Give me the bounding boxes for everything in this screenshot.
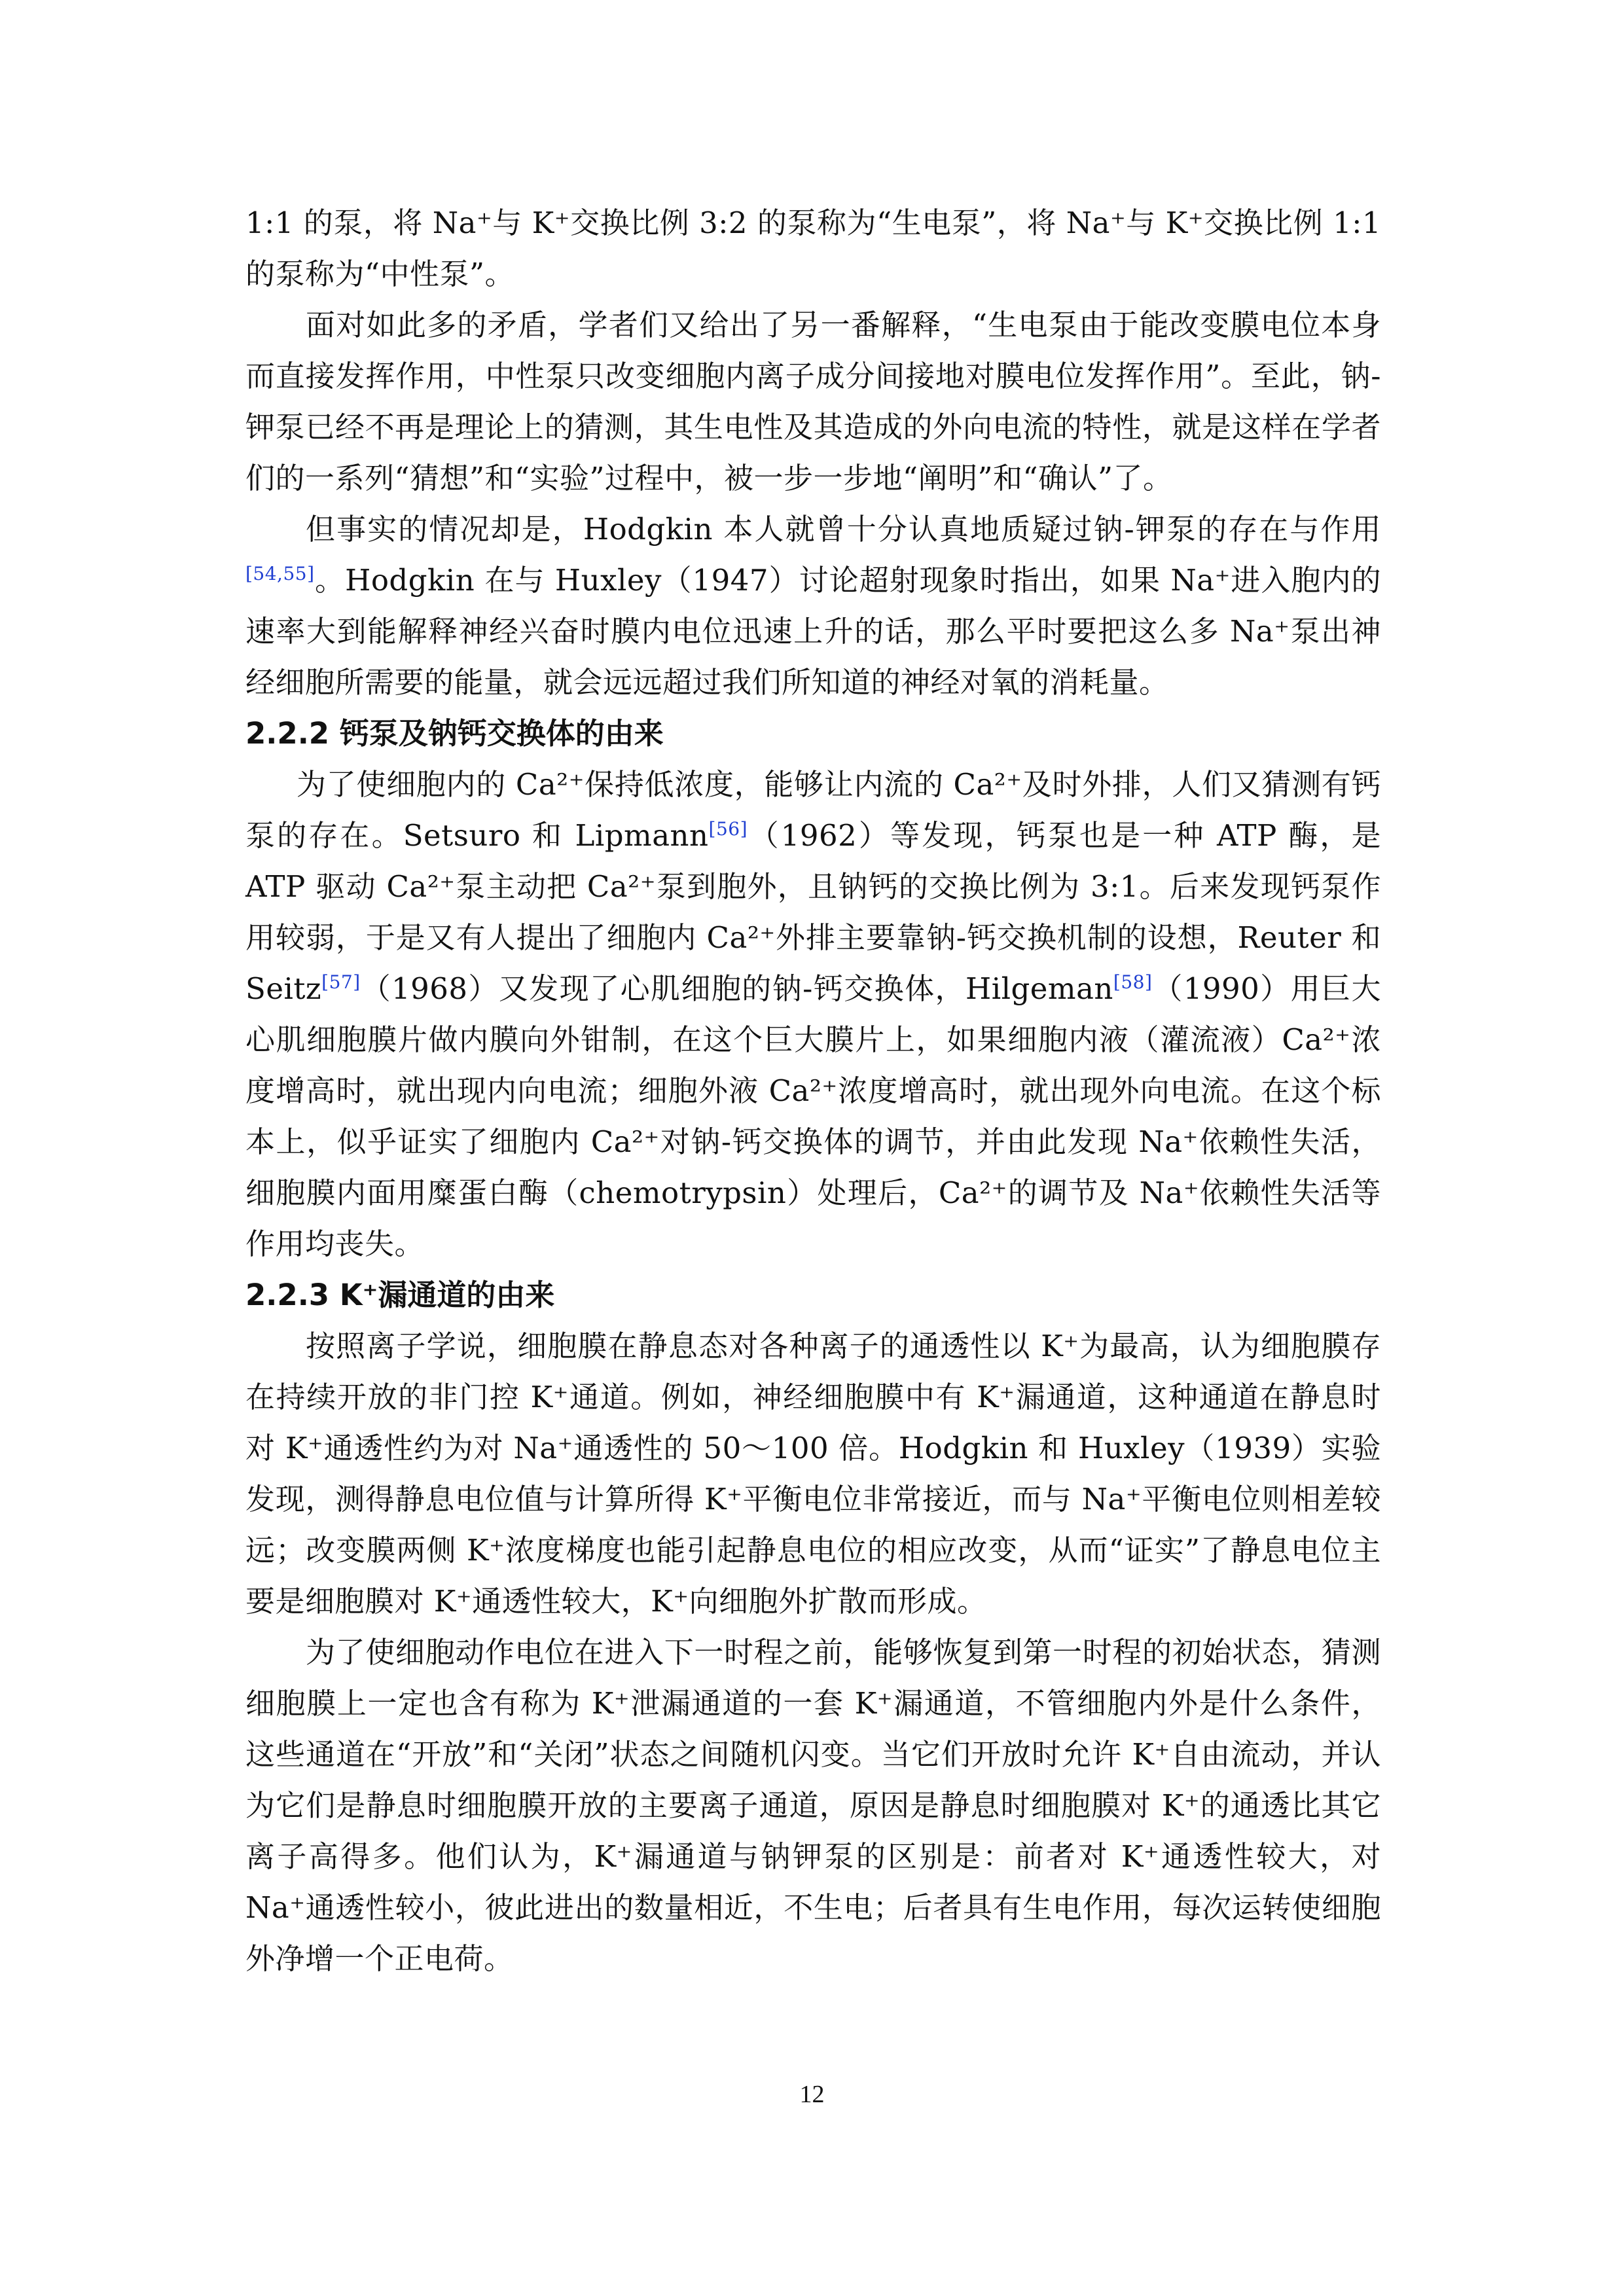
text-run: （1990）用巨大心肌细胞膜片做内膜向外钳制，在这个巨大膜片上，如果细胞内液（灌流液）Ca²⁺浓度增高时，就出现内向电流；细胞外液 Ca²⁺浓度增高时，就出现外向电流。在这个标本上，似乎证实了细胞内 Ca²⁺对钠-钙交换体的调节，并由此发现 Na⁺依赖性失活，细胞膜内面用糜蛋白酶（chemotrypsin）处理后，Ca²⁺的调节及 Na⁺依赖性失活等作用均丧失。 bbox=[245, 971, 1381, 1261]
page-content bbox=[245, 198, 1381, 1984]
text-run: （1962）等发现，钙泵也是一种 ATP 酶，是 ATP 驱动 Ca²⁺泵主动把 Ca²⁺泵到胞外，且钠钙的交换比例为 3:1。后来发现钙泵作用较弱，于是又有人提出了细胞内 Ca²⁺外排主要靠钠-钙交换机制的设想，Reuter 和 Seitz bbox=[245, 818, 1382, 1006]
paragraph-pump-ratio: 1:1 的泵，将 Na⁺与 K⁺交换比例 3:2 的泵称为“生电泵”，将 Na⁺与 K⁺交换比例 1:1 的泵称为“中性泵”。 bbox=[245, 206, 1381, 291]
text-run: 。Hodgkin 在与 Huxley（1947）讨论超射现象时指出，如果 Na⁺进入胞内的速率大到能解释神经兴奋时膜内电位迅速上升的话，那么平时要把这么多 Na⁺泵出神经细胞所需要的能量，就会远远超过我们所知道的神经对氧的消耗量。 bbox=[245, 563, 1381, 700]
section-heading-2-2-2: 2.2.2 钙泵及钠钙交换体的由来 bbox=[245, 716, 664, 751]
paragraph-leak-vs-pump: 为了使细胞动作电位在进入下一时程之前，能够恢复到第一时程的初始状态，猜测细胞膜上一定也含有称为 K⁺泄漏通道的一套 K⁺漏通道，不管细胞内外是什么条件，这些通道在“开放”和“关闭”状态之间随机闪变。当它们开放时允许 K⁺自由流动，并认为它们是静息时细胞膜开放的主要离子通道，原因是静息时细胞膜对 K⁺的通透比其它离子高得多。他们认为，K⁺漏通道与钠钾泵的区别是：前者对 K⁺通透性较大，对 Na⁺通透性较小，彼此进出的数量相近，不生电；后者具有生电作用，每次运转使细胞外净增一个正电荷。 bbox=[245, 1635, 1381, 1976]
paragraph-leak-channel: 按照离子学说，细胞膜在静息态对各种离子的通透性以 K⁺为最高，认为细胞膜存在持续开放的非门控 K⁺通道。例如，神经细胞膜中有 K⁺漏通道，这种通道在静息时对 K⁺通透性约为对 Na⁺通透性的 50～100 倍。Hodgkin 和 Huxley（1939）实验发现，测得静息电位值与计算所得 K⁺平衡电位非常接近，而与 Na⁺平衡电位则相差较远；改变膜两侧 K⁺浓度梯度也能引起静息电位的相应改变，从而“证实”了静息电位主要是细胞膜对 K⁺通透性较大，K⁺向细胞外扩散而形成。 bbox=[245, 1329, 1381, 1619]
text-run: 但事实的情况却是，Hodgkin 本人就曾十分认真地质疑过钠-钾泵的存在与作用 bbox=[306, 512, 1381, 547]
paragraph-calcium-pump bbox=[245, 759, 1381, 1270]
citation-57[interactable]: [57] bbox=[321, 971, 361, 993]
text-run: （1968）又发现了心肌细胞的钠-钙交换体，Hilgeman bbox=[360, 971, 1113, 1006]
paragraph-hodgkin-doubt bbox=[245, 504, 1381, 708]
citation-58[interactable]: [58] bbox=[1113, 971, 1153, 993]
citation-56[interactable]: [56] bbox=[708, 818, 748, 840]
section-heading-2-2-3: 2.2.3 K⁺漏通道的由来 bbox=[245, 1278, 555, 1312]
page-number: 12 bbox=[799, 2081, 825, 2108]
paragraph-explanation: 面对如此多的矛盾，学者们又给出了另一番解释，“生电泵由于能改变膜电位本身而直接发挥作用，中性泵只改变细胞内离子成分间接地对膜电位发挥作用”。至此，钠-钾泵已经不再是理论上的猜测，其生电性及其造成的外向电流的特性，就是这样在学者们的一系列“猜想”和“实验”过程中，被一步一步地“阐明”和“确认”了。 bbox=[245, 308, 1381, 495]
text-run: 为了使细胞内的 Ca²⁺保持低浓度，能够让内流的 Ca²⁺及时外排，人们又猜测有钙泵的存在。Setsuro 和 Lipmann bbox=[245, 767, 1381, 853]
citation-54-55[interactable]: [54,55] bbox=[245, 563, 315, 584]
